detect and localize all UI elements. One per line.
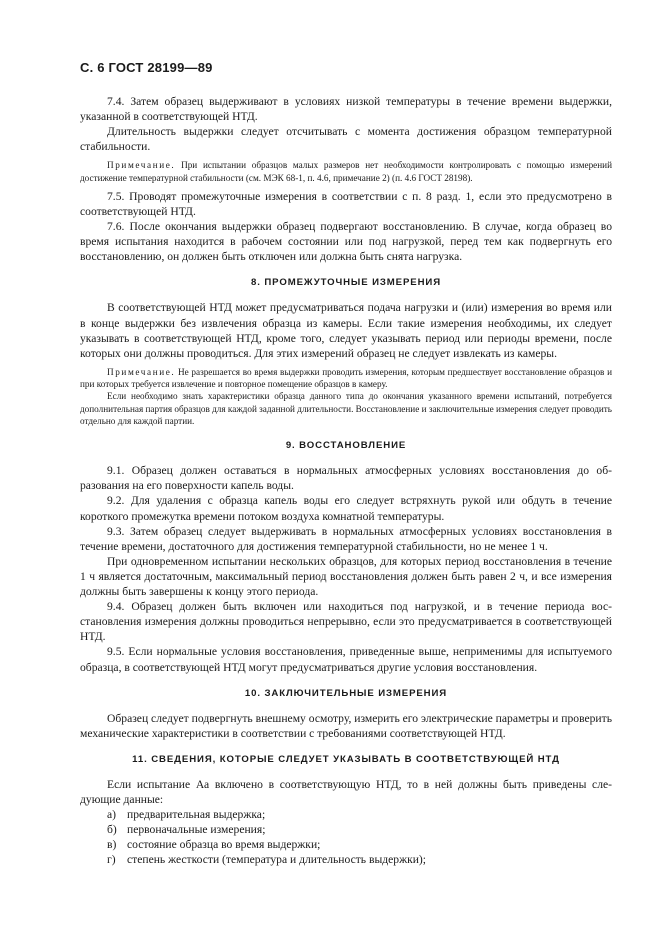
note-label: Примечание. <box>107 366 176 377</box>
paragraph-8-1: В соответствующей НТД может предусматриваться подача нагрузки и (или) измерения во время или в конце выдержки без извлечения образца из камеры. Если такие измерения необходимы, их следует указывать в соответствующей НТД, кроме того, следует указывать период или периоды времени, после которых они должны проводиться. Для этих измерений образец не следует извлекать из камеры. <box>80 301 612 360</box>
paragraph-7-6: 7.6. После окончания выдержки образец подвергают восстановлению. В случае, когда образец во время испытания находится в рабочем состоянии или под нагрузкой, перед тем как подвергнуть его восстановлению, он должен быть отключен или должна быть снята нагрузка. <box>80 220 612 264</box>
paragraph-9-5: 9.5. Если нормальные условия восстановления, приведенные выше, неприменимы для испытуемого образца, в соответствующей НТД могут предусматриваться другие условия восстановления. <box>80 645 612 674</box>
paragraph-7-5: 7.5. Проводят промежуточные измерения в соответствии с п. 8 разд. 1, если это предусмотрено в соответствующей НТД. <box>80 189 612 219</box>
paragraph-10-1: Образец следует подвергнуть внешнему осмотру, измерить его электрические параметры и проверить механические характеристики в соответствии с требованиями соответствующей НТД. <box>80 711 612 740</box>
section-11-heading: 11. СВЕДЕНИЯ, КОТОРЫЕ СЛЕДУЕТ УКАЗЫВАТЬ В СООТВЕТСТВУЮЩЕЙ НТД <box>132 753 560 765</box>
list-item <box>80 837 612 852</box>
note-8-continued: Если необходимо знать характеристики образца данного типа до окончания указанного времени испытаний, потребуется дополнительная партия образцов для каждой заданной длительности. Восстановление и заключительные измерения следует проводить отдельно для каждой партии. <box>80 391 612 426</box>
note-text: Не разрешается во время выдержки проводить измерения, которым предшествует восстановление образцов и при которых требуется извлечение и повторное помещение образцов в камеру. <box>80 366 612 390</box>
document-body <box>80 94 612 867</box>
paragraph-7-4-continued: Длительность выдержки следует отсчитывать с момента достижения образцом температурной стабильности. <box>80 125 612 154</box>
paragraph-9-3: 9.3. Затем образец следует выдерживать в нормальных атмосферных условиях восстановления в течение времени, достаточного для достижения температурной стабильности, но не менее 1 ч. <box>80 524 612 553</box>
list-item-text: степень жесткости (температура и длительность выдержки); <box>127 853 427 867</box>
list-item <box>80 807 612 822</box>
list-marker: в) <box>107 838 117 852</box>
paragraph-7-4: 7.4. Затем образец выдерживают в условиях низкой температуры в течение времени выдержки, указанной в соответствующей НТД. <box>80 95 612 124</box>
paragraph-9-2: 9.2. Для удаления с образца капель воды его следует встряхнуть рукой или обдуть в течение короткого промежутка времени потоком воздуха комнатной температуры. <box>80 494 612 523</box>
section-10-heading: 10. ЗАКЛЮЧИТЕЛЬНЫЕ ИЗМЕРЕНИЯ <box>244 687 448 699</box>
list-marker: а) <box>107 807 117 821</box>
list-item-text: предварительная выдержка; <box>127 807 266 821</box>
list-item-text: первоначальные измерения; <box>127 823 266 837</box>
page-header: С. 6 ГОСТ 28199—89 <box>80 60 213 75</box>
section-8-heading: 8. ПРОМЕЖУТОЧНЫЕ ИЗМЕРЕНИЯ <box>251 277 441 289</box>
note-8 <box>80 366 612 391</box>
paragraph-11-1: Если испытание Аа включено в соответствующую НТД, то в ней должны быть приведены следующие данные: <box>80 777 612 806</box>
paragraph-9-1: 9.1. Образец должен оставаться в нормальных атмосферных условиях восстановления до образования на его поверхности капель воды. <box>80 464 612 493</box>
list-marker: б) <box>107 823 117 837</box>
paragraph-9-3-continued: При одновременном испытании нескольких образцов, для которых период восстановления в течение 1 ч является достаточным, максимальный период восстановления должен быть равен 2 ч, и все измерения должны быть завершены к концу этого периода. <box>80 554 612 599</box>
paragraph-9-4: 9.4. Образец должен быть включен или находиться под нагрузкой, и в течение периода восстановления измерения должны проводиться непрерывно, если это предусматривается в соответствующей НТД. <box>80 600 612 644</box>
list-marker: г) <box>107 853 116 867</box>
section-9-heading: 9. ВОССТАНОВЛЕНИЕ <box>285 440 407 452</box>
note-7-4 <box>80 159 612 184</box>
list-item <box>80 852 612 867</box>
list-item <box>80 822 612 837</box>
note-label: Примечание. <box>107 160 176 171</box>
note-text: При испытании образцов малых размеров нет необходимости контролировать с помощью измерений достижение температурной стабильности (см. МЭК 68-1, п. 4.6, примечание 2) (п. 4.6 ГОСТ 28198). <box>80 160 612 183</box>
list-item-text: состояние образца во время выдержки; <box>127 838 321 852</box>
requirements-list <box>80 807 612 867</box>
